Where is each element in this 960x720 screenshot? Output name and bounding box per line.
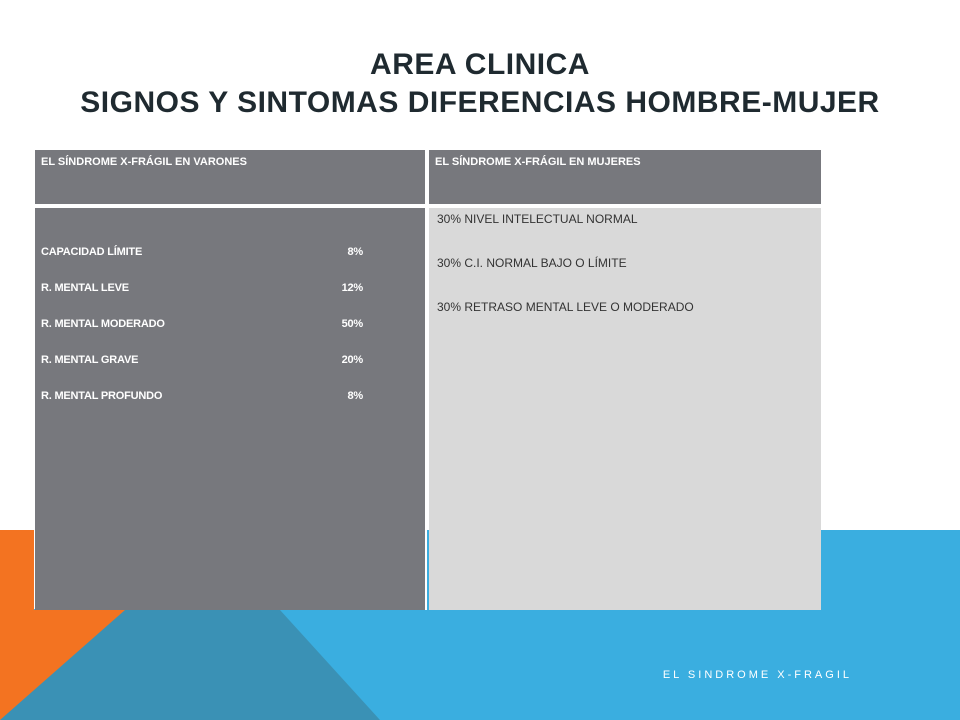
title-line-2: SIGNOS Y SINTOMAS DIFERENCIAS HOMBRE-MUJER — [80, 86, 880, 119]
varones-row — [41, 354, 363, 366]
row-label: R. MENTAL PROFUNDO — [41, 390, 163, 402]
varones-row — [41, 282, 363, 294]
header-varones: EL SÍNDROME X-FRÁGIL EN VARONES — [35, 150, 427, 204]
row-value: 8% — [347, 390, 363, 402]
header-mujeres: EL SÍNDROME X-FRÁGIL EN MUJERES — [429, 150, 821, 204]
cell-varones — [35, 206, 427, 610]
row-label: R. MENTAL MODERADO — [41, 318, 165, 330]
row-label: R. MENTAL GRAVE — [41, 354, 139, 366]
row-value: 20% — [341, 354, 363, 366]
comparison-table — [34, 149, 820, 609]
row-value: 8% — [347, 246, 363, 258]
slide-title — [0, 46, 960, 122]
cell-mujeres — [429, 206, 821, 610]
row-label: R. MENTAL LEVE — [41, 282, 129, 294]
row-value: 12% — [341, 282, 363, 294]
row-value: 50% — [341, 318, 363, 330]
mujeres-line: 30% NIVEL INTELECTUAL NORMAL — [437, 212, 638, 226]
varones-row — [41, 318, 363, 330]
row-label: CAPACIDAD LÍMITE — [41, 246, 143, 258]
mujeres-line: 30% C.I. NORMAL BAJO O LÍMITE — [437, 256, 627, 270]
title-line-1: AREA CLINICA — [370, 48, 590, 81]
slide-footer: EL SINDROME X-FRAGIL — [662, 669, 852, 681]
varones-row — [41, 246, 363, 258]
mujeres-line: 30% RETRASO MENTAL LEVE O MODERADO — [437, 300, 694, 314]
varones-row — [41, 390, 363, 402]
